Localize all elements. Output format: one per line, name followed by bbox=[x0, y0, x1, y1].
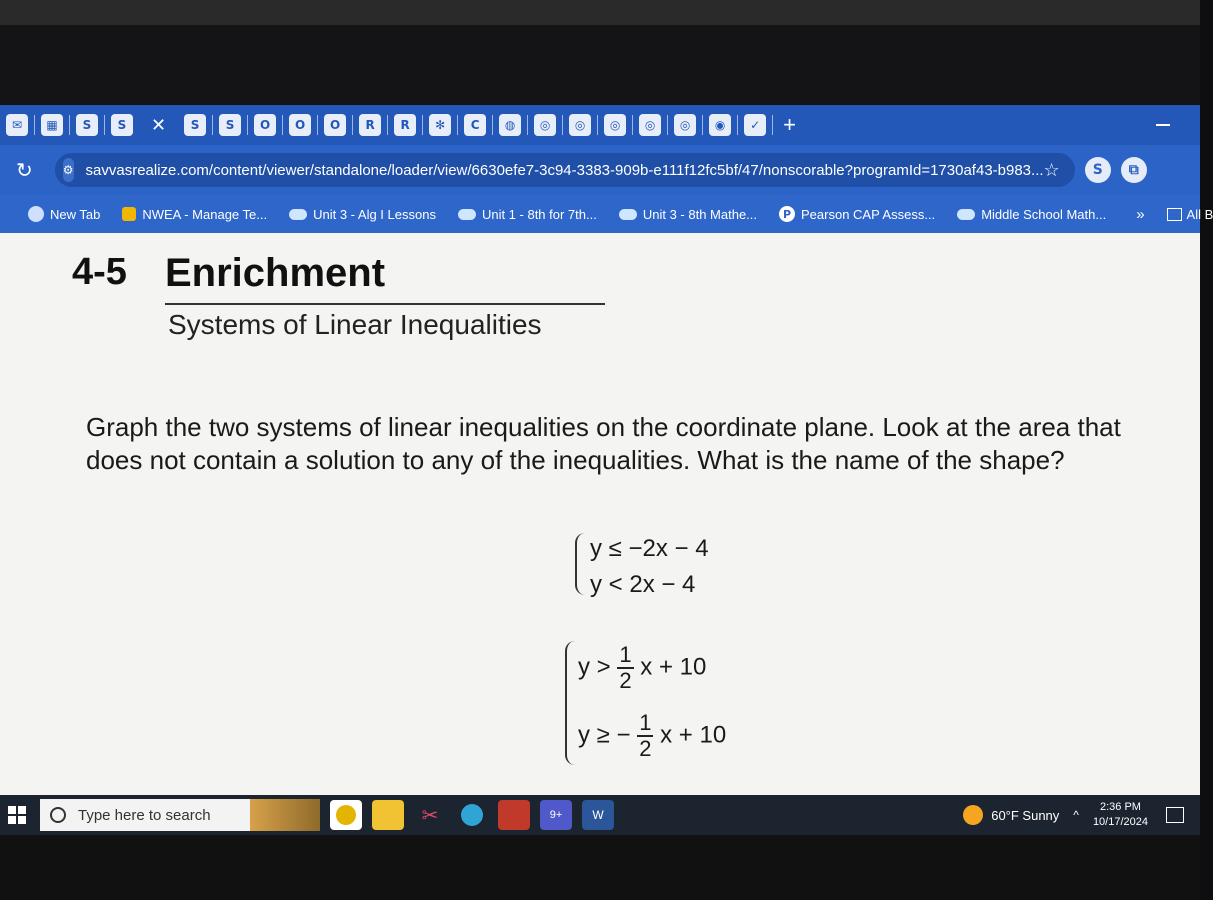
system2-brace bbox=[565, 641, 579, 765]
tab-savvas-2[interactable]: S bbox=[184, 114, 206, 136]
new-tab-button[interactable]: + bbox=[783, 112, 796, 137]
mail-icon[interactable]: ✉ bbox=[6, 114, 28, 136]
cloud-icon bbox=[289, 209, 307, 220]
outlook-icon-2[interactable]: O bbox=[289, 114, 311, 136]
bookmark-unit3-8th[interactable]: Unit 3 - 8th Mathe... bbox=[619, 207, 757, 222]
monitor-bezel-top bbox=[0, 25, 1200, 115]
close-icon[interactable]: ✕ bbox=[151, 114, 167, 135]
system1-inequality-1: y ≤ −2x − 4 bbox=[590, 535, 709, 562]
bookmark-nwea[interactable]: NWEA - Manage Te... bbox=[122, 207, 267, 222]
tab-savvas-1[interactable]: S bbox=[76, 114, 98, 136]
page-subtitle: Systems of Linear Inequalities bbox=[168, 309, 542, 340]
file-explorer-icon[interactable] bbox=[372, 800, 404, 830]
taskbar-search[interactable]: Type here to search bbox=[40, 799, 320, 831]
spinner-icon[interactable]: ✻ bbox=[429, 114, 451, 136]
iq-icon-4[interactable]: ◎ bbox=[639, 114, 661, 136]
bookmark-unit3-alg[interactable]: Unit 3 - Alg I Lessons bbox=[289, 207, 436, 222]
globe-icon bbox=[28, 206, 44, 222]
cloud-icon bbox=[619, 209, 637, 220]
document-page bbox=[0, 233, 1200, 795]
address-bar[interactable] bbox=[55, 153, 1075, 187]
weather-widget[interactable]: 60°F Sunny bbox=[963, 805, 1059, 825]
notification-icon[interactable] bbox=[1166, 807, 1184, 823]
clock[interactable]: 2:36 PM 10/17/2024 bbox=[1092, 801, 1148, 828]
bookmark-middle-school-math[interactable]: Middle School Math... bbox=[957, 207, 1106, 222]
cloud-icon bbox=[458, 209, 476, 220]
fraction: $\frac{1}{2}$ bbox=[619, 642, 632, 693]
iq-icon-5[interactable]: ◎ bbox=[674, 114, 696, 136]
taskbar bbox=[0, 795, 1200, 835]
url-text[interactable]: savvasrealize.com/content/viewer/standalone/loader/view/6630efe7-3c94-3383-909b-e111f12fc5bf/47/nonscorable?programId=1730af43-b983... bbox=[85, 161, 1044, 179]
lock-icon bbox=[122, 207, 136, 221]
iq-icon-3[interactable]: ◎ bbox=[604, 114, 626, 136]
edge-icon[interactable] bbox=[456, 800, 488, 830]
c-app-icon[interactable]: C bbox=[464, 114, 486, 136]
all-bookmarks-button[interactable]: All B bbox=[1167, 207, 1213, 222]
chrome-taskbar-icon[interactable] bbox=[330, 800, 362, 830]
system2-inequality-1: y > $\frac{1}{2}$ x + 10 bbox=[578, 642, 707, 693]
outlook-icon-3[interactable]: O bbox=[324, 114, 346, 136]
word-icon[interactable]: W bbox=[582, 800, 614, 830]
search-highlight-image bbox=[250, 799, 320, 831]
bookmark-star-icon[interactable]: ☆ bbox=[1043, 159, 1060, 180]
pearson-icon: P bbox=[779, 206, 795, 222]
teams-icon[interactable]: 9+ bbox=[540, 800, 572, 830]
tab-r-2[interactable]: R bbox=[394, 114, 416, 136]
title-divider bbox=[165, 303, 605, 305]
tab-r-1[interactable]: R bbox=[359, 114, 381, 136]
extensions-puzzle-icon[interactable]: ⧉ bbox=[1121, 157, 1147, 183]
search-icon bbox=[50, 807, 66, 823]
windows-start-icon[interactable] bbox=[8, 806, 26, 824]
instructions-text: Graph the two systems of linear inequalities on the coordinate plane. Look at the area that does not contain a solution to any of the inequalities. What is the name of the shape? bbox=[86, 412, 1121, 475]
system1-brace bbox=[575, 533, 589, 595]
screencast-icon[interactable] bbox=[498, 800, 530, 830]
globe-icon[interactable]: ◍ bbox=[499, 114, 521, 136]
monitor-bezel-bottom bbox=[0, 835, 1200, 900]
minimize-icon[interactable] bbox=[1156, 124, 1170, 126]
page-title: Enrichment bbox=[165, 251, 386, 295]
tab-strip bbox=[0, 105, 1200, 145]
classroom-icon[interactable]: ▦ bbox=[41, 114, 63, 136]
bookmark-unit1-8th[interactable]: Unit 1 - 8th for 7th... bbox=[458, 207, 597, 222]
screen bbox=[0, 105, 1213, 835]
folder-icon bbox=[1167, 208, 1182, 221]
sun-icon bbox=[963, 805, 983, 825]
lesson-number: 4-5 bbox=[72, 251, 127, 293]
tab-savvas-active[interactable]: S bbox=[111, 114, 133, 136]
chevron-up-icon[interactable]: ^ bbox=[1073, 808, 1079, 822]
bookmark-new-tab[interactable]: New Tab bbox=[28, 206, 100, 222]
system1-inequality-2: y < 2x − 4 bbox=[590, 571, 696, 598]
bookmarks-more-button[interactable]: » bbox=[1136, 205, 1145, 223]
reload-icon[interactable]: ↻ bbox=[16, 159, 33, 182]
snipping-tool-icon[interactable]: ✂ bbox=[421, 804, 439, 827]
site-info-icon[interactable]: ⚙ bbox=[63, 158, 74, 182]
fraction: $\frac{1}{2}$ bbox=[639, 710, 652, 761]
iq-icon-1[interactable]: ◎ bbox=[534, 114, 556, 136]
check-app-icon[interactable]: ✓ bbox=[744, 114, 766, 136]
chrome-icon[interactable]: ◉ bbox=[709, 114, 731, 136]
bookmark-pearson-cap[interactable]: P Pearson CAP Assess... bbox=[779, 206, 935, 222]
extension-s-icon[interactable]: S bbox=[1085, 157, 1111, 183]
toolbar bbox=[0, 145, 1200, 195]
bookmarks-bar bbox=[0, 195, 1213, 233]
tab-savvas-3[interactable]: S bbox=[219, 114, 241, 136]
outlook-icon[interactable]: O bbox=[254, 114, 276, 136]
iq-icon-2[interactable]: ◎ bbox=[569, 114, 591, 136]
cloud-icon bbox=[957, 209, 975, 220]
system2-inequality-2: y ≥ − $\frac{1}{2}$ x + 10 bbox=[578, 710, 727, 761]
